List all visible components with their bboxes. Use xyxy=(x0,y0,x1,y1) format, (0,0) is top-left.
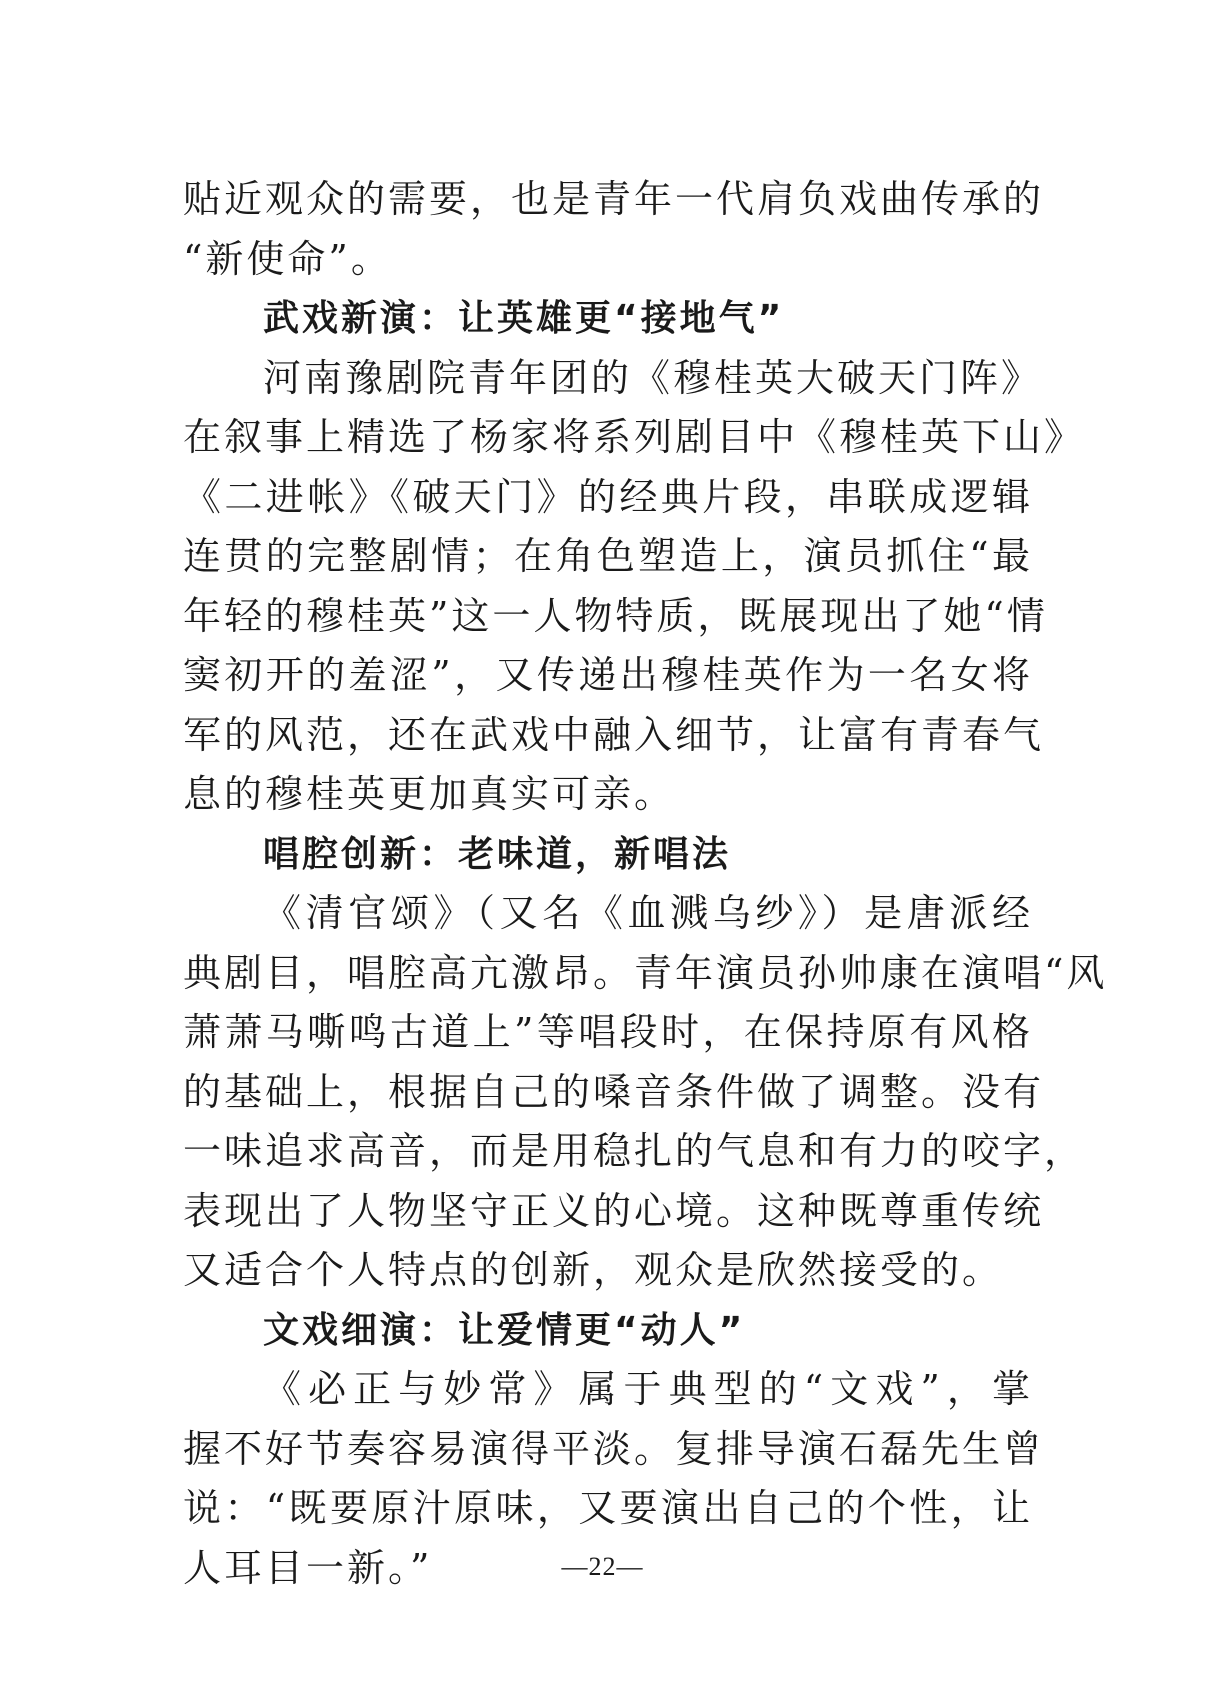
paragraph-line: 连贯的完整剧情；在角色塑造上，演员抓住“最 xyxy=(183,534,1033,578)
paragraph-line: 窦初开的羞涩”，又传递出穆桂英作为一名女将 xyxy=(183,653,1033,697)
paragraph-line: 《清官颂》（又名《血溅乌纱》）是唐派经 xyxy=(263,891,1033,935)
paragraph-line: 握不好节奏容易演得平淡。复排导演石磊先生曾 xyxy=(183,1426,1045,1471)
paragraph-line: 表现出了人物坚守正义的心境。这种既尊重传统 xyxy=(183,1188,1045,1233)
paragraph-line: 萧萧马嘶鸣古道上”等唱段时，在保持原有风格 xyxy=(183,1010,1033,1054)
section-heading: 文戏细演：让爱情更“动人” xyxy=(263,1309,746,1351)
paragraph-line: 一味追求高音，而是用稳扎的气息和有力的咬字， xyxy=(183,1129,1086,1173)
paragraph-line: 贴近观众的需要，也是青年一代肩负戏曲传承的 xyxy=(183,177,1045,221)
paragraph-line: 《二进帐》《破天门》的经典片段，串联成逻辑 xyxy=(183,474,1033,519)
paragraph-line: 在叙事上精选了杨家将系列剧目中《穆桂英下山》 xyxy=(183,415,1086,459)
paragraph-line: 的基础上，根据自己的嗓音条件做了调整。没有 xyxy=(183,1069,1045,1114)
paragraph-line: 人耳目一新。” xyxy=(183,1545,433,1590)
paragraph-line: 军的风范，还在武戏中融入细节，让富有青春气 xyxy=(183,712,1045,757)
paragraph-line: 年轻的穆桂英”这一人物特质，既展现出了她“情 xyxy=(183,593,1048,638)
paragraph-line: 河南豫剧院青年团的《穆桂英大破天门阵》 xyxy=(263,355,1043,400)
section-heading: 唱腔创新：老味道，新唱法 xyxy=(263,833,732,875)
body-text xyxy=(183,170,1108,1598)
paragraph-line: “新使命”。 xyxy=(183,236,392,281)
paragraph-line: 说：“既要原汁原味，又要演出自己的个性，让 xyxy=(183,1486,1033,1530)
section-heading: 武戏新演：让英雄更“接地气” xyxy=(263,298,785,339)
paragraph-line: 息的穆桂英更加真实可亲。 xyxy=(183,772,676,816)
paragraph-line: 又适合个人特点的创新，观众是欣然接受的。 xyxy=(183,1248,1004,1292)
page-number: —22— xyxy=(561,1552,644,1581)
paragraph-line: 《必正与妙常》属于典型的“文戏”，掌 xyxy=(263,1367,1033,1411)
paragraph-line: 典剧目，唱腔高亢激昂。青年演员孙帅康在演唱“风 xyxy=(183,950,1108,995)
